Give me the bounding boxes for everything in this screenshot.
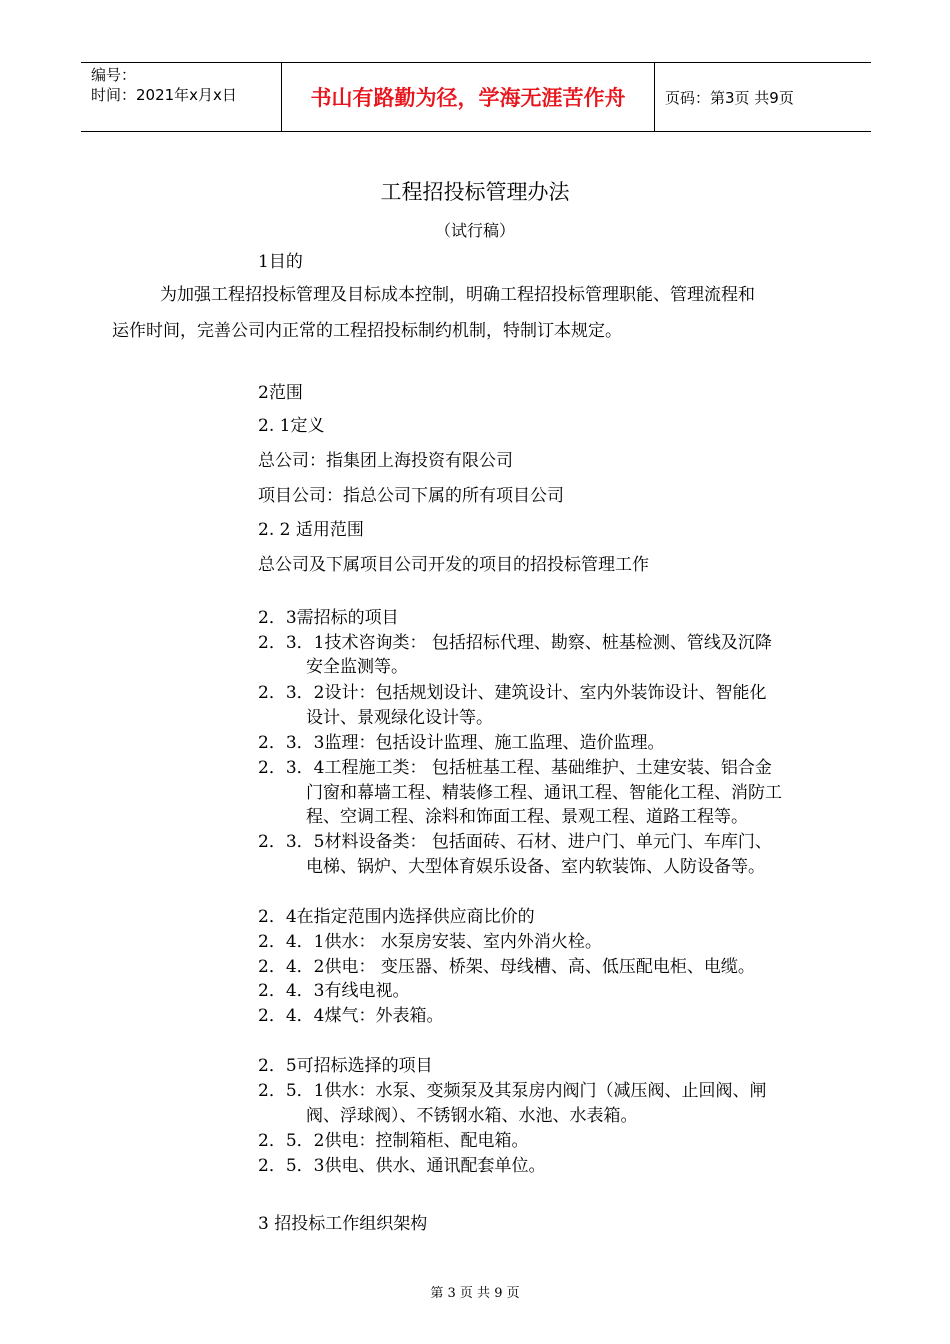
list-item: 2．4．1供水： 水泵房安装、室内外消火栓。 — [258, 932, 602, 952]
subsection-heading: 2. 1定义 — [258, 416, 325, 436]
header-page-info: 页码：第3页 共9页 — [665, 88, 794, 107]
list-item: 2．5．2供电：控制箱柜、配电箱。 — [258, 1131, 529, 1151]
list-item: 2．3．3监理：包括设计监理、施工监理、造价监理。 — [258, 733, 665, 753]
list-item: 2．3．5材料设备类： 包括面砖、石材、进户门、单元门、车库门、 — [258, 832, 772, 852]
list-item: 2．5．1供水：水泵、变频泵及其泵房内阀门（减压阀、止回阀、闸 — [258, 1081, 767, 1101]
document-title: 工程招投标管理办法 — [380, 180, 570, 204]
list-item: 2．4．4煤气：外表箱。 — [258, 1006, 444, 1026]
list-item: 2．5．3供电、供水、通讯配套单位。 — [258, 1156, 546, 1176]
list-item: 2．3．1技术咨询类： 包括招标代理、勘察、桩基检测、管线及沉降 — [258, 633, 772, 653]
header-meta — [81, 63, 281, 131]
list-item-continuation: 电梯、锅炉、大型体育娱乐设备、室内软装饰、人防设备等。 — [306, 857, 765, 877]
paragraph-line: 总公司及下属项目公司开发的项目的招投标管理工作 — [258, 555, 649, 575]
paragraph-line: 运作时间，完善公司内正常的工程招投标制约机制，特制订本规定。 — [112, 321, 622, 341]
subsection-heading: 2. 2 适用范围 — [258, 520, 364, 540]
list-item: 2．3．4工程施工类： 包括桩基工程、基础维护、土建安装、铝合金 — [258, 758, 772, 778]
header-motto: 书山有路勤为径，学海无涯苦作舟 — [281, 63, 655, 131]
section-heading: 1目的 — [258, 252, 303, 272]
subsection-heading: 2．4在指定范围内选择供应商比价的 — [258, 907, 535, 927]
list-item: 2．3．2设计：包括规划设计、建筑设计、室内外装饰设计、智能化 — [258, 683, 767, 703]
section-heading: 2范围 — [258, 383, 303, 403]
number-label: 编号： — [91, 66, 137, 84]
page-header — [81, 62, 871, 132]
page-footer: 第 3 页 共 9 页 — [430, 1286, 520, 1301]
subsection-heading: 2．3需招标的项目 — [258, 608, 399, 628]
list-item-continuation: 安全监测等。 — [306, 657, 408, 677]
definition-line: 项目公司：指总公司下属的所有项目公司 — [258, 486, 564, 506]
definition-line: 总公司：指集团上海投资有限公司 — [258, 451, 513, 471]
list-item-continuation: 阀、浮球阀）、不锈钢水箱、水池、水表箱。 — [306, 1106, 638, 1126]
paragraph-line: 为加强工程招投标管理及目标成本控制，明确工程招投标管理职能、管理流程和 — [160, 285, 755, 305]
list-item-continuation: 设计、景观绿化设计等。 — [306, 708, 493, 728]
section-heading: 3 招投标工作组织架构 — [258, 1214, 428, 1234]
list-item: 2．4．2供电： 变压器、桥架、母线槽、高、低压配电柜、电缆。 — [258, 957, 755, 977]
subsection-heading: 2．5可招标选择的项目 — [258, 1056, 433, 1076]
list-item-continuation: 程、空调工程、涂料和饰面工程、景观工程、道路工程等。 — [306, 807, 748, 827]
document-subtitle: （试行稿） — [434, 221, 515, 240]
list-item: 2．4．3有线电视。 — [258, 981, 410, 1001]
list-item-continuation: 门窗和幕墙工程、精装修工程、通讯工程、智能化工程、消防工 — [306, 783, 782, 803]
time-label: 时间：2021年x月x日 — [91, 86, 237, 104]
